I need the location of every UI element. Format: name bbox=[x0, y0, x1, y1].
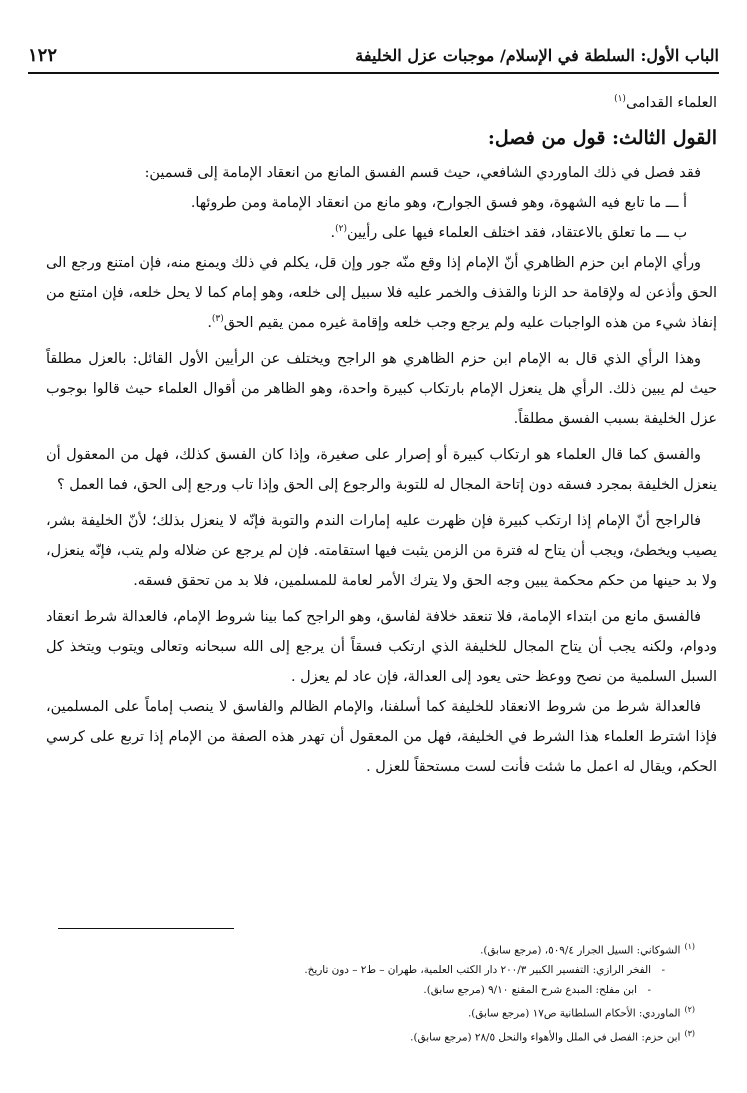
footnote-1-ref-2: -الفخر الرازي: التفسير الكبير ٢٠٠/٣ دار الكتب العلمية، طهران – ط٢ – دون تاريخ. bbox=[58, 960, 695, 980]
intro-line: العلماء القدامى$^{(١)}$ bbox=[614, 94, 717, 111]
page-number: ١٢٢ bbox=[28, 44, 58, 66]
list-dash: - bbox=[647, 984, 651, 997]
paragraph-2: ورأي الإمام ابن حزم الظاهري أنّ الإمام إذا وقع منّه جور وإن قل، يكلم في ذلك ويمنع منه، فإن امتنع ورجع الى الحق وأذعن له ولإقامة حد الزنا والقذف والخمر عليه فلا سبيل إلى خلعه، وهو إمام كما لا يحل خلعه، فإن امتنع من إنفاذ شيء من هذه الواجبات عليه ولم يرجع وجب خلعه وإقامة غيره ممن يقيم الحق$^{(٣)}$. bbox=[46, 255, 717, 331]
footnote-mark: (٢) bbox=[684, 1005, 695, 1015]
footnote-2: $^{(٢)}$الماوردي: الأحكام السلطانية ص١٧ (مرجع سابق). bbox=[467, 1005, 695, 1020]
running-header bbox=[28, 38, 719, 74]
paragraph-5: فالراجح أنّ الإمام إذا ارتكب كبيرة فإن ظهرت عليه إمارات الندم والتوبة فإنّه لا ينعزل بذلك؛ لأنّ الخليفة بشر، يصيب ويخطئ، ويجب أن يتاح له فترة من الزمن يثبت فيها استقامته. فإن لم يرجع عن ضلاله ولم يتب، فإنّه ينعزل، ولا بد حينها من حكم محكمة يبين وجه الحق ولا يترك الأمر لعامة للمسلمين، فلا بد من تحقق فسقه. bbox=[46, 513, 717, 589]
paragraph-4: والفسق كما قال العلماء هو ارتكاب كبيرة أو إصرار على صغيرة، وإذا كان الفسق كذلك، فهل من المعقول أن ينعزل الخليفة بمجرد فسقه دون إتاحة المجال له للتوبة والرجوع إلى الحق وإذا تاب ورجع إلى الحق، فما العمل ؟ bbox=[46, 447, 717, 493]
footnote-separator bbox=[58, 928, 234, 929]
footnote-3: $^{(٣)}$ابن حزم: الفصل في الملل والأهواء والنحل ٢٨/٥ (مرجع سابق). bbox=[410, 1028, 695, 1044]
list-dash: - bbox=[661, 964, 665, 977]
list-item-a: أ ـــ ما تابع فيه الشهوة، وهو فسق الجوارح، وهو مانع من انعقاد الإمامة ومن طروئها. bbox=[190, 195, 687, 211]
paragraph-6: فالفسق مانع من ابتداء الإمامة، فلا تنعقد خلافة لفاسق، وهو الراجح كما بينا شروط الإمام، فالعدالة شرط انعقاد ودوام، ولكنه يجب أن يتاح المجال للخليفة الذي ارتكب فسقاً أن يرجع إلى الله سبحانه وتعالى ويتوب ويتخذ كل السبل السلمية من نصح ووعظ حتى يعود إلى العدالة، فإن عاد لم يعزل . bbox=[46, 609, 717, 685]
footnote-1-ref-3: -ابن مفلح: المبدع شرح المقنع ٩/١٠ (مرجع سابق). bbox=[58, 980, 695, 1000]
paragraph-3: وهذا الرأي الذي قال به الإمام ابن حزم الظاهري هو الراجح ويختلف عن الرأيين الأول القائل: بالعزل مطلقاً حيث لم يبين ذلك. الرأي هل ينعزل الإمام بارتكاب كبيرة واحدة، وهو الظاهر من أقوال العلماء حيث قالوا بوجوب عزل الخليفة بسبب الفسق مطلقاً. bbox=[46, 351, 717, 427]
main-text bbox=[46, 88, 717, 782]
paragraph-1: فقد فصل في ذلك الماوردي الشافعي، حيث قسم الفسق المانع من انعقاد الإمامة إلى قسمين: bbox=[144, 165, 701, 181]
chapter-title: الباب الأول: السلطة في الإسلام/ موجبات عزل الخليفة bbox=[355, 45, 719, 65]
section-heading: القول الثالث: قول من فصل: bbox=[487, 127, 717, 149]
footnote-ref-1: (١) bbox=[614, 94, 626, 105]
list-item-b: ب ـــ ما تعلق بالاعتقاد، فقد اختلف العلماء فيها على رأيين$^{(٢)}$. bbox=[330, 224, 687, 241]
footnotes bbox=[58, 937, 695, 1047]
paragraph-7: فالعدالة شرط من شروط الانعقاد للخليفة كما أسلفنا، والإمام الظالم والفاسق لا ينصب إماماً على المسلمين، فإذا اشترط العلماء هذا الشرط في الخليفة، فهل من المعقول أن تهدر هذه الصفة من الإمام إذا تربع على كرسي الحكم، ويقال له اعمل ما شئت فأنت لست مستحقاً للعزل . bbox=[46, 699, 717, 775]
footnote-mark: (١) bbox=[684, 942, 695, 951]
footnote-mark: (٣) bbox=[684, 1028, 695, 1038]
footnote-ref-3: (٣) bbox=[211, 314, 224, 325]
footnote-1: $^{(١)}$الشوكاني: السيل الجرار ٥٠٩/٤، (مرجع سابق). bbox=[480, 942, 695, 957]
footnote-ref-2: (٢) bbox=[335, 224, 347, 235]
